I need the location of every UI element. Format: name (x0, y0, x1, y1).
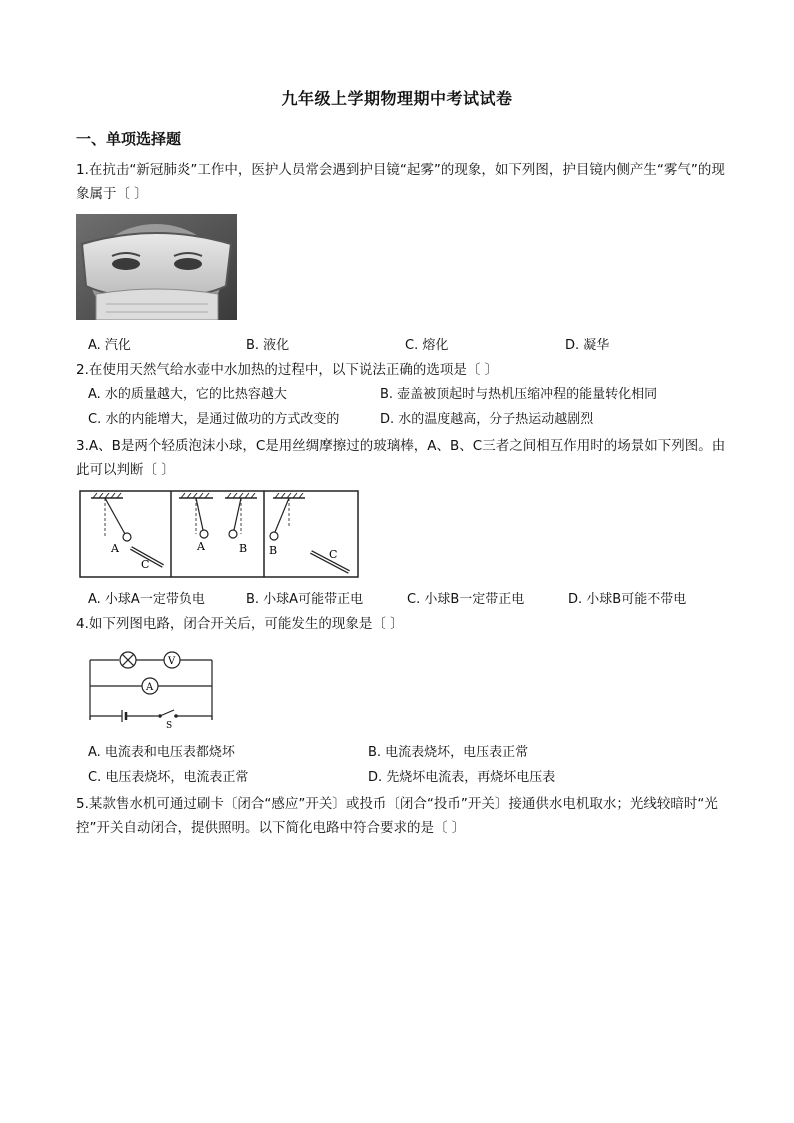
switch-label: S (166, 721, 173, 728)
label-a: A (111, 542, 119, 555)
question-1-option-c[interactable]: C. 熔化 (405, 338, 449, 353)
question-3-stem: 3.A、B是两个轻质泡沫小球，C是用丝绸摩擦过的玻璃棒，A、B、C三者之间相互作用时的场景如下列图。由此可以判断〔 〕 (76, 438, 726, 478)
section-heading: 一、单项选择题 (76, 130, 182, 148)
question-2-option-d[interactable]: D. 水的温度越高，分子热运动越剧烈 (380, 412, 594, 427)
ammeter-icon (142, 678, 158, 694)
question-1-option-a[interactable]: A. 汽化 (88, 338, 131, 353)
charged-balls-figure (79, 490, 359, 582)
label-a: A (197, 540, 205, 553)
question-2-option-b[interactable]: B. 壶盖被顶起时与热机压缩冲程的能量转化相同 (380, 387, 658, 402)
voltmeter-label: V (168, 656, 176, 667)
question-4-option-b[interactable]: B. 电流表烧坏，电压表正常 (368, 745, 529, 760)
question-1-stem: 1.在抗击“新冠肺炎”工作中，医护人员常会遇到护目镜“起雾”的现象，如下列图，护目镜内侧产生“雾气”的现象属于〔 〕 (76, 162, 725, 202)
question-3-option-b[interactable]: B. 小球A可能带正电 (246, 592, 364, 607)
question-4-option-c[interactable]: C. 电压表烧坏，电流表正常 (88, 770, 249, 785)
question-2-stem: 2.在使用天然气给水壶中水加热的过程中，以下说法正确的选项是〔 〕 (76, 362, 499, 378)
question-3-option-c[interactable]: C. 小球B一定带正电 (407, 592, 525, 607)
question-4-option-d[interactable]: D. 先烧坏电流表，再烧坏电压表 (368, 770, 556, 785)
question-2-option-a[interactable]: A. 水的质量越大，它的比热容越大 (88, 387, 287, 402)
ammeter-label: A (146, 682, 154, 693)
label-b: B (269, 544, 278, 557)
question-5-stem: 5.某款售水机可通过刷卡〔闭合“感应”开关〕或投币〔闭合“投币”开关〕接通供水电机取水；光线较暗时“光控”开关自动闭合，提供照明。以下简化电路中符合要求的是〔 〕 (76, 796, 718, 836)
question-2-option-c[interactable]: C. 水的内能增大，是通过做功的方式改变的 (88, 412, 340, 427)
question-1-option-b[interactable]: B. 液化 (246, 338, 290, 353)
battery-icon (122, 710, 126, 722)
question-1-option-d[interactable]: D. 凝华 (565, 338, 610, 353)
question-3-option-a[interactable]: A. 小球A一定带负电 (88, 592, 205, 607)
page-title: 九年级上学期物理期中考试试卷 (281, 89, 513, 108)
switch-icon (158, 710, 178, 728)
label-c: C (329, 548, 338, 561)
circuit-diagram (86, 648, 216, 732)
label-c: C (141, 558, 150, 571)
question-4-option-a[interactable]: A. 电流表和电压表都烧坏 (88, 745, 235, 760)
lamp-icon (120, 652, 136, 668)
voltmeter-icon (164, 652, 180, 668)
goggles-photo (76, 214, 237, 324)
label-b: B (239, 542, 248, 555)
question-4-stem: 4.如下列图电路，闭合开关后，可能发生的现象是〔 〕 (76, 616, 404, 632)
question-3-option-d[interactable]: D. 小球B可能不带电 (568, 592, 687, 607)
